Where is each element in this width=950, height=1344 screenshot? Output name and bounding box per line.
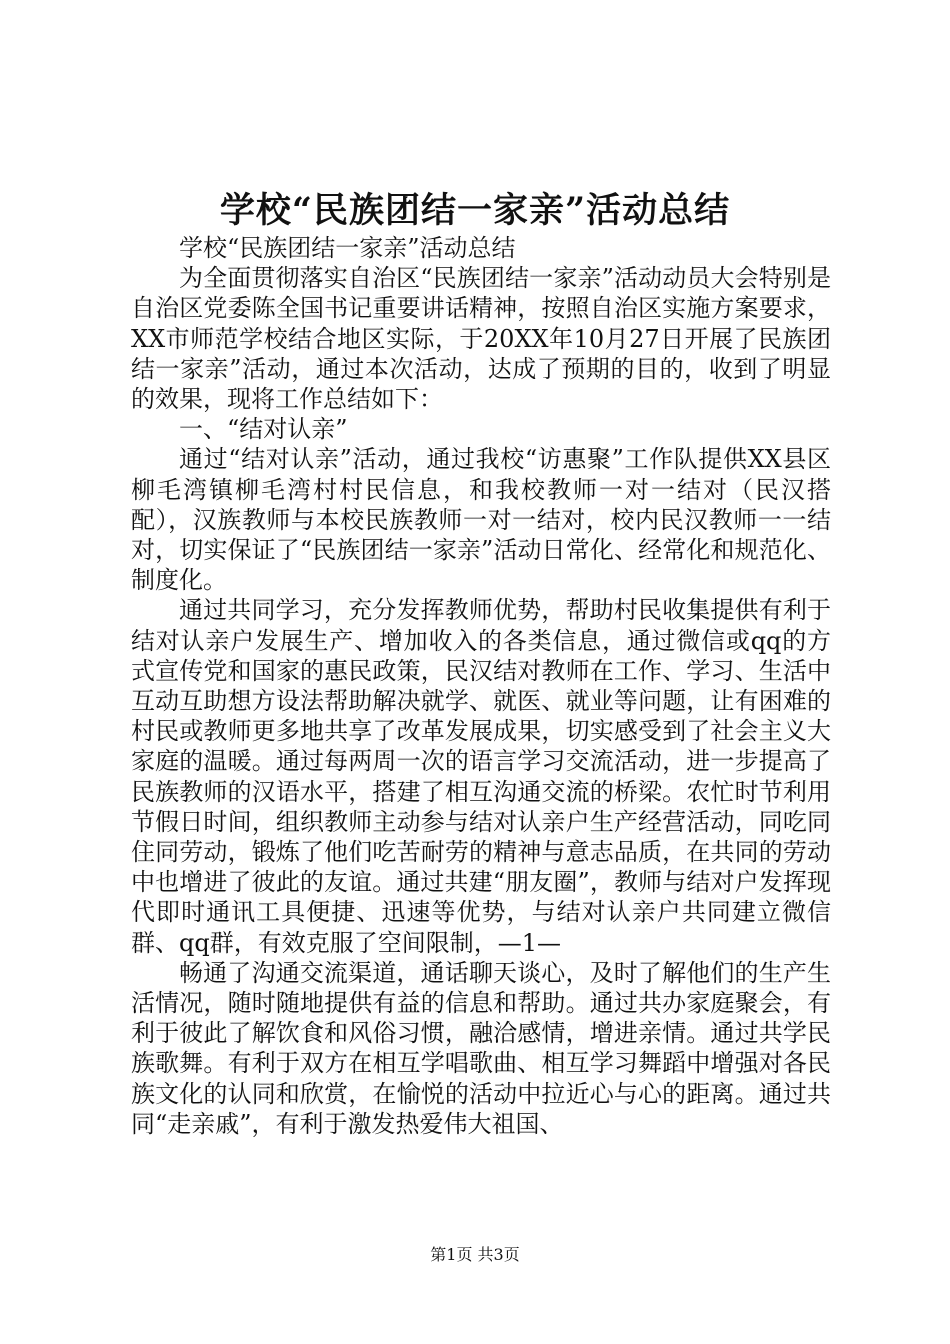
- paragraph-subtitle: 学校“民族团结一家亲”活动总结: [179, 234, 516, 262]
- section-heading: 一、“结对认亲”: [179, 415, 348, 444]
- paragraph-study: 通过共同学习，充分发挥教师优势，帮助村民收集提供有利于结对认亲户发展生产、增加收入的各类信息，通过微信或qq的方式宣传党和国家的惠民政策，民汉结对教师在工作、学习、生活中互动互助想方设法帮助解决就学、就医、就业等问题，让有困难的村民或教师更多地共享了改革发展成果，切实感受到了社会主义大家庭的温暖。通过每两周一次的语言学习交流活动，进一步提高了民族教师的汉语水平，搭建了相互沟通交流的桥梁。农忙时节利用节假日时间，组织教师主动参与结对认亲户生产经营活动，同吃同住同劳动，锻炼了他们吃苦耐劳的精神与意志品质，在共同的劳动中也增进了彼此的友谊。通过共建“朋友圈”，教师与结对户发挥现代即时通讯工具便捷、迅速等优势，与结对认亲户共同建立微信群、qq群，有效克服了空间限制，—1—: [131, 596, 831, 957]
- document-title: 学校“民族团结一家亲”活动总结: [219, 190, 731, 231]
- page-footer: 第1页 共3页: [430, 1245, 520, 1264]
- paragraph-communication: 畅通了沟通交流渠道，通话聊天谈心，及时了解他们的生产生活情况，随时随地提供有益的信息和帮助。通过共办家庭聚会，有利于彼此了解饮食和风俗习惯，融洽感情，增进亲情。通过共学民族歌舞。有利于双方在相互学唱歌曲、相互学习舞蹈中增强对各民族文化的认同和欣赏，在愉悦的活动中拉近心与心的距离。通过共同“走亲戚”，有利于激发热爱伟大祖国、: [131, 958, 831, 1138]
- document-body: [131, 233, 831, 1139]
- paragraph-intro: 为全面贯彻落实自治区“民族团结一家亲”活动动员大会特别是自治区党委陈全国书记重要讲话精神，按照自治区实施方案要求，XX市师范学校结合地区实际，于20XX年10月27日开展了民族团结一家亲”活动，通过本次活动，达成了预期的目的，收到了明显的效果，现将工作总结如下：: [131, 264, 831, 414]
- paragraph-pairing: 通过“结对认亲”活动，通过我校“访惠聚”工作队提供XX县区柳毛湾镇柳毛湾村村民信息，和我校教师一对一结对（民汉搭配），汉族教师与本校民族教师一对一结对，校内民汉教师一一结对，切实保证了“民族团结一家亲”活动日常化、经常化和规范化、制度化。: [131, 445, 831, 595]
